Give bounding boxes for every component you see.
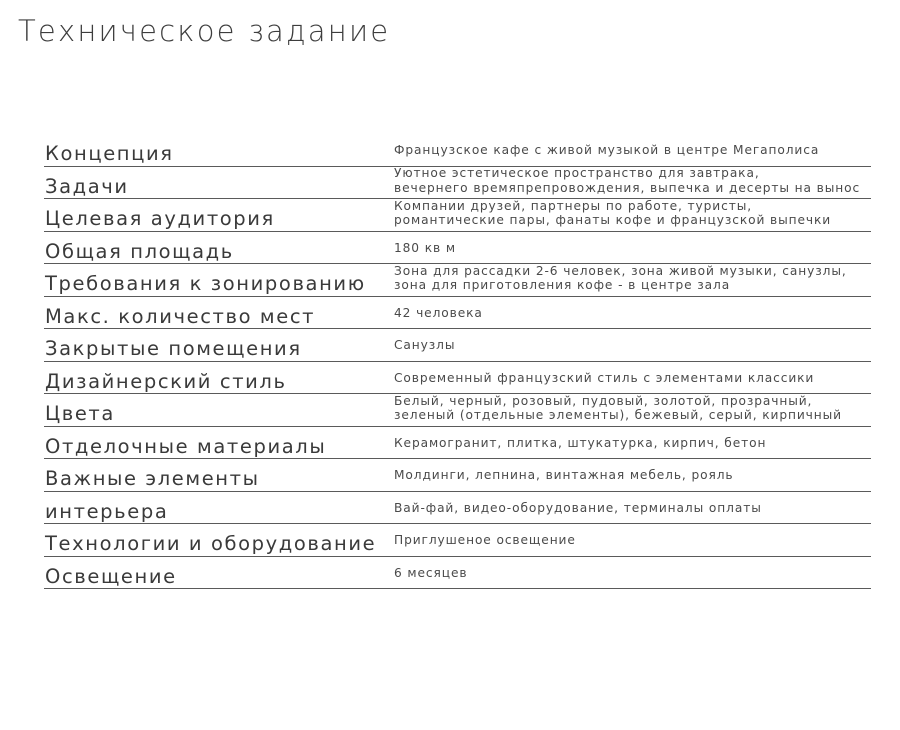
spec-row-finishing-materials (44, 427, 871, 460)
row-value: Белый, черный, розовый, пудовый, золотой, прозрачный, зеленый (отдельные элементы), бежевый, серый, кирпичный (394, 393, 842, 423)
row-label: Отделочные материалы (45, 434, 327, 458)
row-value: Вай-фай, видео-оборудование, терминалы оплаты (394, 500, 762, 515)
spec-row-tasks (44, 167, 871, 200)
row-value: Керамогранит, плитка, штукатурка, кирпич, бетон (394, 435, 767, 450)
spec-row-total-area (44, 232, 871, 265)
page-title: Техническое задание (18, 14, 391, 48)
row-label: Важные элементы (45, 467, 260, 491)
spec-row-technology (44, 524, 871, 557)
row-label: интерьера (45, 499, 169, 523)
row-label: Требования к зонированию (45, 272, 366, 296)
row-label: Целевая аудитория (45, 207, 275, 231)
spec-row-max-seats (44, 297, 871, 330)
row-value: 6 месяцев (394, 565, 468, 580)
spec-row-concept (44, 134, 871, 167)
row-label: Задачи (45, 174, 129, 198)
row-label: Закрытые помещения (45, 337, 302, 361)
row-value: Приглушеное освещение (394, 533, 576, 548)
row-label: Концепция (45, 142, 174, 166)
row-label: Освещение (45, 564, 177, 588)
spec-row-zoning (44, 264, 871, 297)
row-value: Зона для рассадки 2-6 человек, зона живой музыки, санузлы, зона для приготовления кофе - в центре зала (394, 263, 847, 293)
spec-row-target-audience (44, 199, 871, 232)
row-value: Современный французский стиль с элементами классики (394, 370, 815, 385)
row-value: Компании друзей, партнеры по работе, туристы, романтические пары, фанаты кофе и французской выпечки (394, 198, 832, 228)
row-label: Макс. количество мест (45, 304, 316, 328)
row-value: 42 человека (394, 305, 483, 320)
row-value: Молдинги, лепнина, винтажная мебель, рояль (394, 468, 734, 483)
row-value: Французское кафе с живой музыкой в центре Мегаполиса (394, 143, 820, 158)
spec-table (44, 134, 871, 589)
row-label: Дизайнерский стиль (45, 369, 287, 393)
spec-row-interior (44, 492, 871, 525)
row-label: Общая площадь (45, 239, 234, 263)
row-label: Цвета (45, 402, 115, 426)
row-label: Технологии и оборудование (45, 532, 377, 556)
spec-row-important-elements (44, 459, 871, 492)
spec-row-colors (44, 394, 871, 427)
spec-row-lighting (44, 557, 871, 590)
row-value: Уютное эстетическое пространство для завтрака, вечернего времяпрепровождения, выпечка и десерты на вынос (394, 166, 861, 195)
spec-row-closed-rooms (44, 329, 871, 362)
row-value: Санузлы (394, 338, 456, 353)
row-value: 180 кв м (394, 240, 456, 255)
spec-row-design-style (44, 362, 871, 395)
